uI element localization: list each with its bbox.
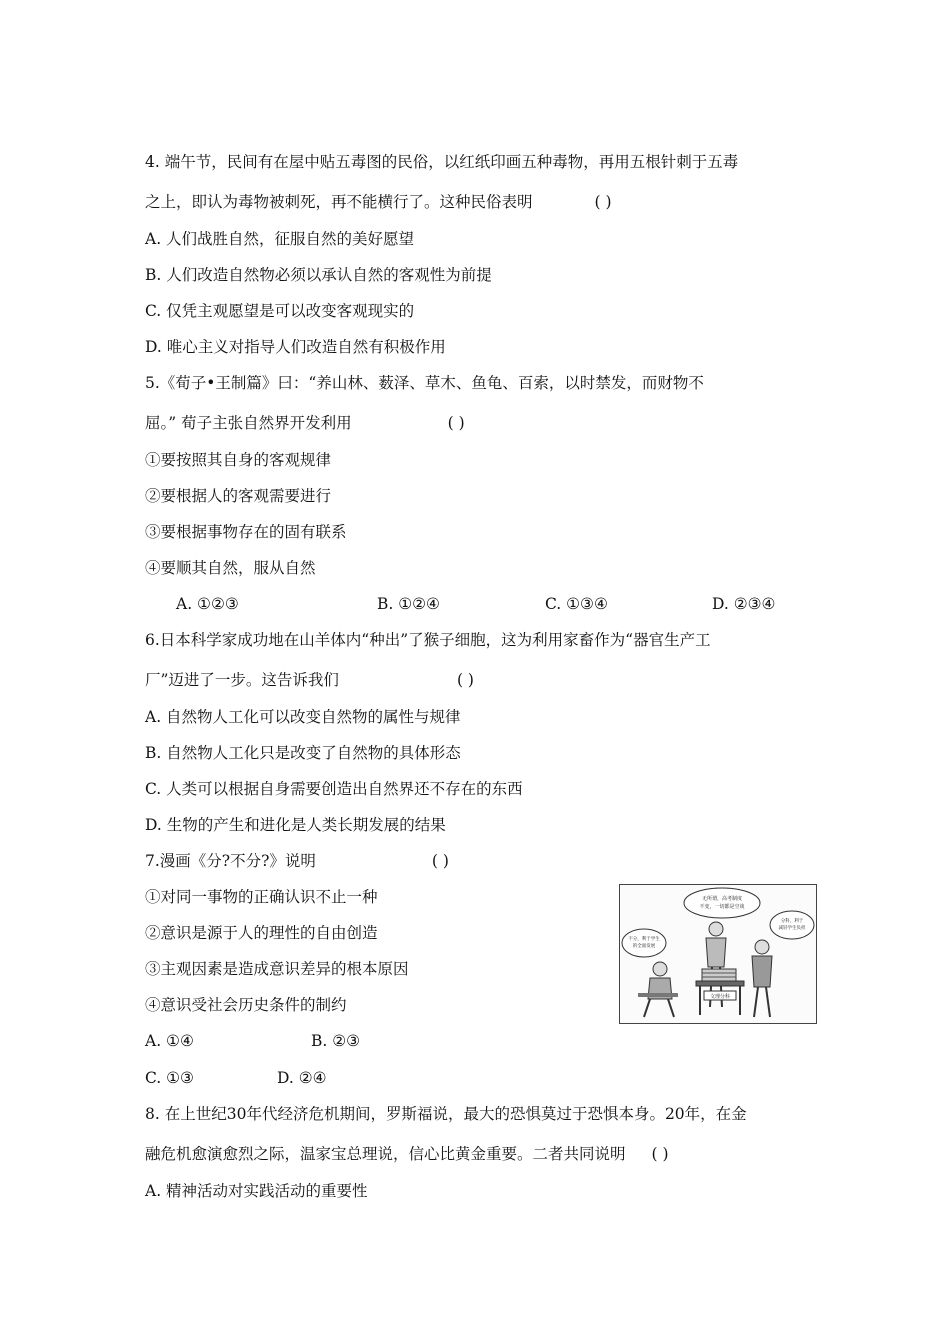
q7-item-1: ①对同一事物的正确认识不止一种 xyxy=(145,888,378,906)
q5-item-2: ②要根据人的客观需要进行 xyxy=(145,487,332,505)
q6-stem-line2 xyxy=(145,670,474,690)
table-sign-text: 文理分科 xyxy=(709,994,731,1000)
q7-stem xyxy=(145,851,449,871)
q7-item-4: ④意识受社会历史条件的制约 xyxy=(145,996,347,1014)
q5-answer-paren: ( ) xyxy=(447,414,465,432)
q6-option-a: A. 自然物人工化可以改变自然物的属性与规律 xyxy=(145,708,461,726)
person-middle-head xyxy=(709,922,723,936)
person-right-head xyxy=(755,940,769,954)
q8-answer-paren: ( ) xyxy=(651,1145,669,1163)
q8-stem-line2 xyxy=(145,1144,669,1164)
q6-option-b: B. 自然物人工化只是改变了自然物的具体形态 xyxy=(145,744,461,762)
bubble-left-text-2: 的全面发展 xyxy=(632,944,656,949)
q4-answer-paren: ( ) xyxy=(594,193,612,211)
bubble-top-shape xyxy=(684,888,760,918)
bubble-right-shape xyxy=(770,911,814,939)
q7-option-d: D. ②④ xyxy=(277,1069,327,1087)
q5-option-c: C. ①③④ xyxy=(545,595,608,613)
q6-option-c: C. 人类可以根据自身需要创造出自然界还不存在的东西 xyxy=(145,780,523,798)
q5-option-d: D. ②③④ xyxy=(712,595,776,613)
q7-item-2: ②意识是源于人的理性的自由创造 xyxy=(145,924,378,942)
q5-stem-line1: 5.《荀子•王制篇》曰：“养山林、薮泽、草木、鱼龟、百索，以时禁发，而财物不 xyxy=(145,374,704,392)
q4-option-d: D. 唯心主义对指导人们改造自然有积极作用 xyxy=(145,338,446,356)
q7-option-a: A. ①④ xyxy=(145,1032,194,1050)
q7-option-b: B. ②③ xyxy=(311,1032,361,1050)
book-stack xyxy=(702,969,736,981)
bubble-top-text-2: 不变，一切都是空谈 xyxy=(699,904,745,910)
q8-stem-text: 融危机愈演愈烈之际，温家宝总理说，信心比黄金重要。二者共同说明 xyxy=(145,1145,626,1163)
q5-item-4: ④要顺其自然，服从自然 xyxy=(145,559,316,577)
q8-option-a: A. 精神活动对实践活动的重要性 xyxy=(145,1182,368,1200)
q5-stem-text: 屈。” 荀子主张自然界开发利用 xyxy=(145,414,352,432)
q6-stem-text: 厂”迈进了一步。这告诉我们 xyxy=(145,671,339,689)
cartoon-illustration xyxy=(620,885,816,1023)
bubble-left-shape xyxy=(622,929,666,957)
q8-stem-line1: 8. 在上世纪30年代经济危机期间，罗斯福说，最大的恐惧莫过于恐惧本身。20年，在金 xyxy=(145,1105,747,1123)
bubble-right-text-1: 分科，利于 xyxy=(780,919,804,924)
person-right-body xyxy=(752,956,772,987)
q7-item-3: ③主观因素是造成意识差异的根本原因 xyxy=(145,960,409,978)
q7-stem-text: 7.漫画《分?不分?》说明 xyxy=(145,852,316,870)
q5-item-3: ③要根据事物存在的固有联系 xyxy=(145,523,347,541)
q5-item-1: ①要按照其自身的客观规律 xyxy=(145,451,332,469)
table-top xyxy=(696,981,744,986)
q7-option-c: C. ①③ xyxy=(145,1069,194,1087)
person-middle-body xyxy=(706,938,726,967)
q4-stem-line1: 4. 端午节，民间有在屋中贴五毒图的民俗，以红纸印画五种毒物，再用五根针刺于五毒 xyxy=(145,153,739,171)
person-left-head xyxy=(653,962,667,976)
q6-answer-paren: ( ) xyxy=(456,671,474,689)
q4-stem-text: 之上，即认为毒物被刺死，再不能横行了。这种民俗表明 xyxy=(145,193,533,211)
q6-option-d: D. 生物的产生和进化是人类长期发展的结果 xyxy=(145,816,446,834)
q6-stem-line1: 6.日本科学家成功地在山羊体内“种出”了猴子细胞，这为利用家畜作为“器官生产工 xyxy=(145,631,711,649)
bubble-right-text-2: 减轻学生负担 xyxy=(778,926,806,931)
q4-option-a: A. 人们战胜自然，征服自然的美好愿望 xyxy=(145,230,415,248)
q4-option-c: C. 仅凭主观愿望是可以改变客观现实的 xyxy=(145,302,415,320)
q5-option-a: A. ①②③ xyxy=(176,595,239,613)
q4-option-b: B. 人们改造自然物必须以承认自然的客观性为前提 xyxy=(145,266,492,284)
bubble-left-text-1: 不分，利于学生 xyxy=(628,937,660,942)
q4-stem-line2 xyxy=(145,192,612,212)
q7-answer-paren: ( ) xyxy=(431,852,449,870)
q5-option-b: B. ①②④ xyxy=(377,595,440,613)
q5-stem-line2 xyxy=(145,413,465,433)
cartoon-figure xyxy=(619,884,817,1024)
bubble-top-text-1: 无所谓，高考制度 xyxy=(701,896,743,902)
